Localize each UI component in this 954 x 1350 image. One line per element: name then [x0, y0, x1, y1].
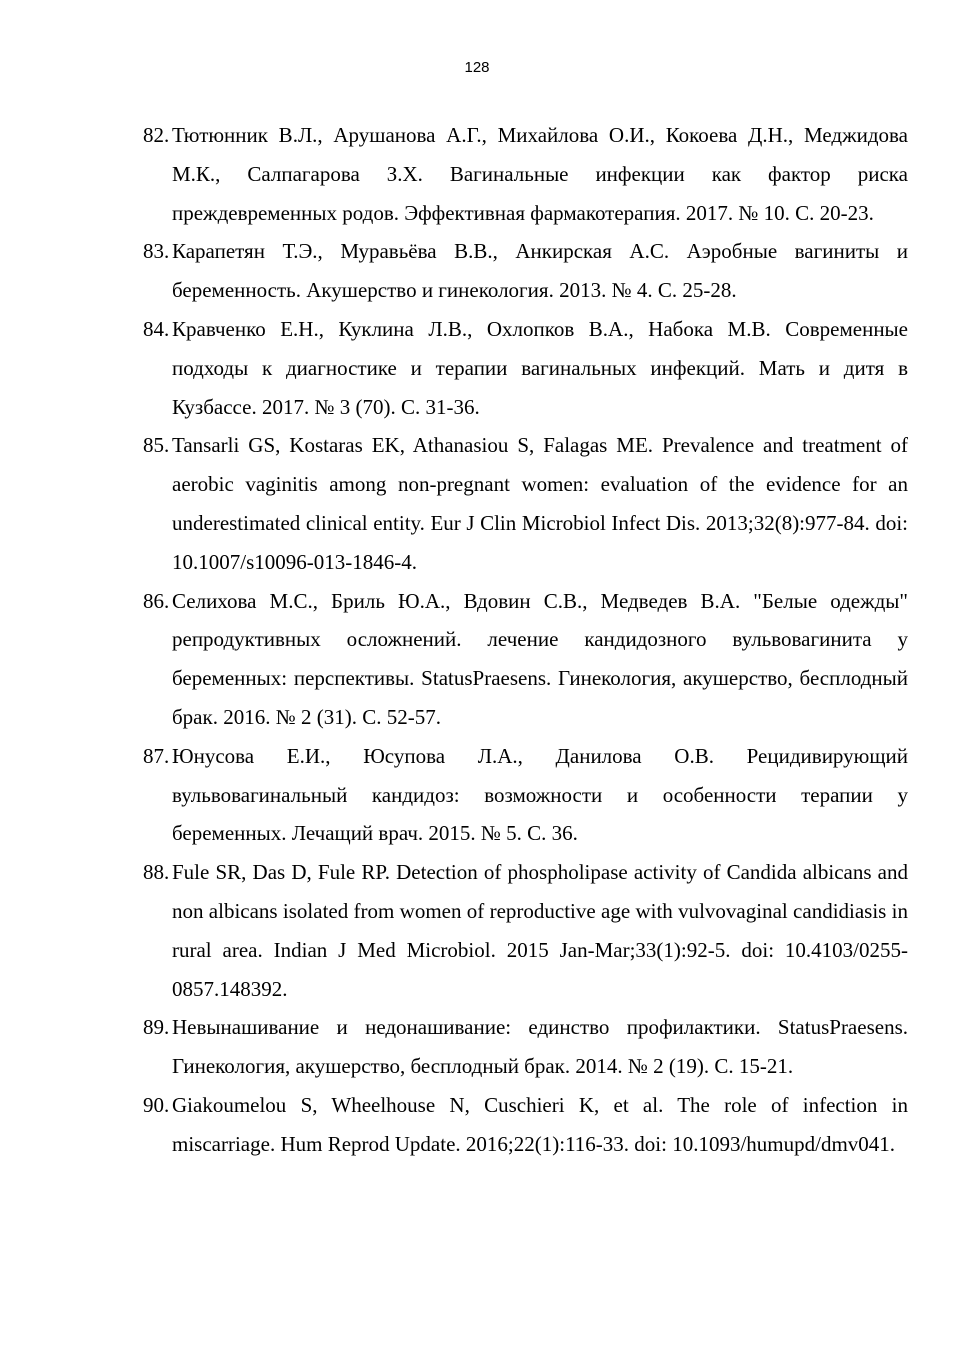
page-number: 128 — [464, 59, 490, 76]
reference-item — [0, 1086, 954, 1164]
reference-text: Юнусова Е.И., Юсупова Л.А., Данилова О.В. Рецидивирующий вульвовагинальный кандидоз: возможности и особенности терапии у беременных. Лечащий врач. 2015. № 5. С. 36. — [172, 743, 908, 846]
reference-number: 88. — [143, 860, 170, 885]
reference-text: Карапетян Т.Э., Муравьёва В.В., Анкирская А.С. Аэробные вагиниты и беременность. Акушерство и гинекология. 2013. № 4. С. 25-28. — [172, 239, 908, 303]
reference-text: Невынашивание и недонашивание: единство профилактики. StatusPraesens. Гинекология, акушерство, бесплодный брак. 2014. № 2 (19). С. 15-21. — [172, 1015, 908, 1079]
reference-item — [0, 582, 954, 737]
reference-text: Тютюнник В.Л., Арушанова А.Г., Михайлова О.И., Кокоева Д.Н., Меджидова М.К., Салпагарова З.Х. Вагинальные инфекции как фактор риска преждевременных родов. Эффективная фармакотерапия. 2017. № 10. С. 20-23. — [172, 123, 908, 225]
reference-number: 84. — [143, 316, 170, 341]
reference-text: Селихова М.С., Бриль Ю.А., Вдовин С.В., Медведев В.А. "Белые одежды" репродуктивных осложнений. лечение кандидозного вульвовагинита у беременных: перспективы. StatusPraesens. Гинекология, акушерство, бесплодный брак. 2016. № 2 (31). С. 52-57. — [172, 588, 908, 729]
reference-number: 83. — [143, 239, 170, 264]
reference-item — [0, 310, 954, 426]
reference-number: 82. — [143, 123, 170, 147]
reference-number: 86. — [143, 588, 170, 613]
reference-number: 89. — [143, 1015, 170, 1040]
reference-number: 90. — [143, 1092, 170, 1117]
reference-item — [0, 1008, 954, 1086]
reference-item — [0, 426, 954, 581]
reference-list — [0, 116, 954, 1164]
reference-item — [0, 737, 954, 853]
reference-number: 85. — [143, 433, 170, 458]
reference-item — [0, 853, 954, 1008]
reference-number: 87. — [143, 743, 170, 768]
reference-item — [0, 116, 954, 232]
reference-item — [0, 232, 954, 310]
reference-text: Кравченко Е.Н., Куклина Л.В., Охлопков В.А., Набока М.В. Современные подходы к диагностике и терапии вагинальных инфекций. Мать и дитя в Кузбассе. 2017. № 3 (70). С. 31-36. — [172, 316, 908, 419]
reference-text: Giakoumelou S, Wheelhouse N, Cuschieri K, et al. The role of infection in miscarriage. Hum Reprod Update. 2016;22(1):116-33. doi: 10.1093/humupd/dmv041. — [172, 1092, 908, 1156]
reference-text: Tansarli GS, Kostaras EK, Athanasiou S, Falagas ME. Prevalence and treatment of aerobic vaginitis among non-pregnant women: evaluation of the evidence for an underestimated clinical entity. Eur J Clin Microbiol Infect Dis. 2013;32(8):977-84. doi: 10.1007/s10096-013-1846-4. — [172, 433, 908, 574]
reference-text: Fule SR, Das D, Fule RP. Detection of phospholipase activity of Candida albicans and non albicans isolated from women of reproductive age with vulvovaginal candidiasis in rural area. Indian J Med Microbiol. 2015 Jan-Mar;33(1):92-5. doi: 10.4103/0255-0857.148392. — [172, 860, 908, 1001]
